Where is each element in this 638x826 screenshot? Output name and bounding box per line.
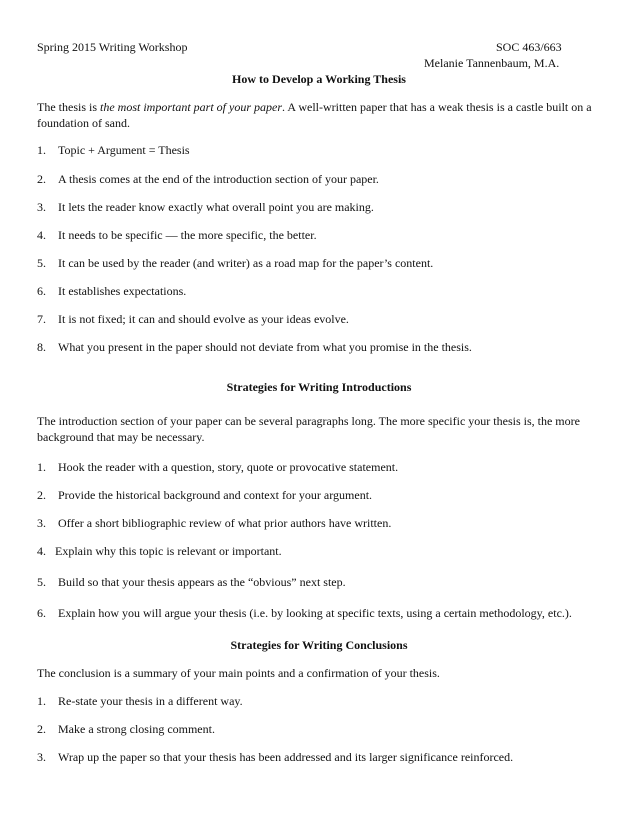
list-item — [37, 606, 572, 621]
list-item — [37, 143, 190, 158]
list-item — [37, 575, 346, 590]
list-item-text: It can be used by the reader (and writer) as a road map for the paper’s content. — [58, 256, 434, 270]
list-item-text: Topic + Argument = Thesis — [58, 143, 190, 157]
list-item-number: 2. — [37, 488, 46, 502]
list-item-text: It is not fixed; it can and should evolve as your ideas evolve. — [58, 312, 349, 326]
list-item-text: Provide the historical background and context for your argument. — [58, 488, 373, 502]
list-item — [37, 312, 349, 327]
header-course: SOC 463/663 — [496, 40, 562, 54]
list-item-number: 4. — [37, 228, 46, 242]
list-item-text: It establishes expectations. — [58, 284, 187, 298]
list-item-number: 1. — [37, 460, 46, 474]
list-item — [37, 722, 215, 737]
section3-title: Strategies for Writing Conclusions — [230, 638, 408, 652]
list-item-text: Explain why this topic is relevant or important. — [55, 544, 282, 558]
list-item-text: Wrap up the paper so that your thesis has been addressed and its larger significance reinforced. — [58, 750, 514, 764]
list-item-number: 6. — [37, 284, 46, 298]
list-item-number: 5. — [37, 256, 46, 270]
list-item-text: A thesis comes at the end of the introduction section of your paper. — [58, 172, 379, 186]
list-item — [37, 488, 372, 503]
list-item — [37, 284, 186, 299]
list-item — [37, 516, 391, 531]
section1-intro-end: . A well-written paper that has a weak thesis is a castle built on a foundation of sand. — [37, 100, 592, 130]
list-item-number: 8. — [37, 340, 46, 354]
list-item-text: Build so that your thesis appears as the “obvious” next step. — [58, 575, 346, 589]
section1-intro-start: The thesis is — [37, 100, 100, 114]
list-item — [37, 256, 433, 271]
section2-intro: The introduction section of your paper can be several paragraphs long. The more specific your thesis is, the more background that may be necessary. — [37, 414, 580, 444]
list-item — [37, 750, 513, 765]
list-item-number: 7. — [37, 312, 46, 326]
list-item-number: 3. — [37, 516, 46, 530]
list-item — [37, 544, 282, 559]
list-item — [37, 460, 398, 475]
list-item-text: Re-state your thesis in a different way. — [58, 694, 243, 708]
list-item — [37, 228, 317, 243]
section3-intro: The conclusion is a summary of your main points and a confirmation of your thesis. — [37, 666, 440, 680]
section1-title: How to Develop a Working Thesis — [232, 72, 406, 86]
list-item — [37, 694, 243, 709]
list-item — [37, 172, 379, 187]
list-item-text: It lets the reader know exactly what overall point you are making. — [58, 200, 374, 214]
section1-intro — [37, 99, 602, 131]
list-item-text: It needs to be specific — the more specific, the better. — [58, 228, 317, 242]
header-author: Melanie Tannenbaum, M.A. — [424, 56, 560, 70]
list-item — [37, 200, 374, 215]
list-item-number: 3. — [37, 200, 46, 214]
list-item-text: What you present in the paper should not deviate from what you promise in the thesis. — [58, 340, 472, 354]
section2-title: Strategies for Writing Introductions — [226, 380, 412, 394]
list-item-text: Hook the reader with a question, story, quote or provocative statement. — [58, 460, 399, 474]
list-item-number: 1. — [37, 694, 46, 708]
section1-intro-emphasis: the most important part of your paper — [100, 100, 282, 114]
list-item-number: 1. — [37, 143, 46, 157]
list-item-number: 4. — [37, 544, 46, 558]
header-workshop: Spring 2015 Writing Workshop — [37, 40, 188, 54]
list-item-number: 2. — [37, 722, 46, 736]
list-item-text: Offer a short bibliographic review of what prior authors have written. — [58, 516, 392, 530]
list-item-text: Explain how you will argue your thesis (i.e. by looking at specific texts, using a certain methodology, etc.). — [58, 606, 572, 620]
list-item-number: 2. — [37, 172, 46, 186]
list-item — [37, 340, 472, 355]
list-item-number: 6. — [37, 606, 46, 620]
list-item-number: 5. — [37, 575, 46, 589]
list-item-number: 3. — [37, 750, 46, 764]
list-item-text: Make a strong closing comment. — [58, 722, 215, 736]
